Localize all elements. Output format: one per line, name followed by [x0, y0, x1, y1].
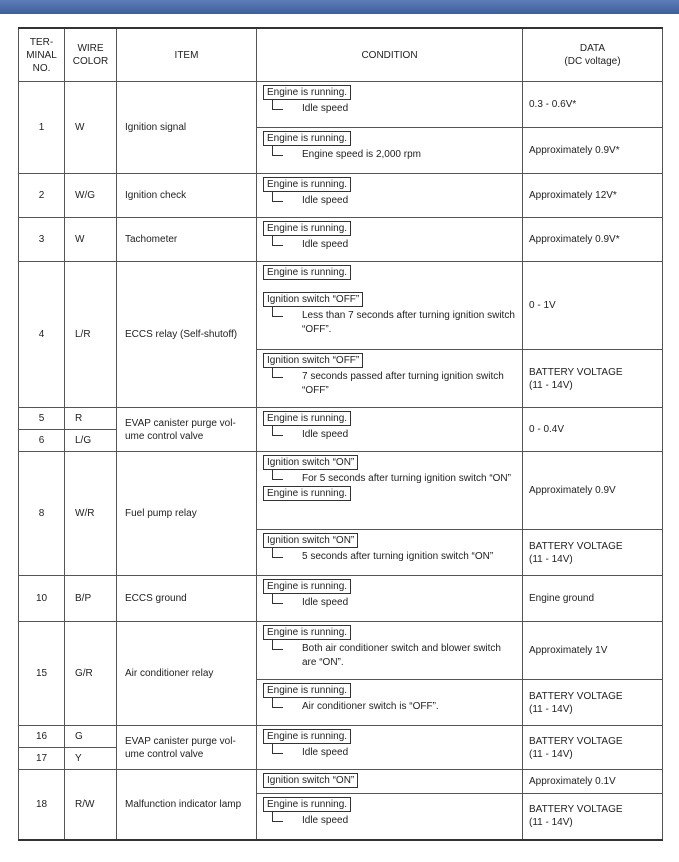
condition-sub: Idle speed [272, 814, 518, 828]
condition-box: Engine is running. [263, 729, 351, 744]
item-name: EVAP canister purge vol- ume control valve [117, 726, 257, 770]
wire-color: W/R [65, 452, 117, 576]
condition-cell [257, 174, 523, 218]
data-value: Approximately 1V [523, 622, 663, 680]
wire-color: G [65, 726, 117, 748]
condition-cell [257, 726, 523, 770]
condition-cell [257, 622, 523, 680]
condition-sub: Idle speed [272, 596, 518, 610]
table-row [19, 408, 663, 430]
condition-box: Engine is running. [263, 486, 351, 501]
condition-box: Ignition switch “ON” [263, 455, 358, 470]
table-row [19, 622, 663, 680]
wire-color: R/W [65, 770, 117, 840]
item-name: ECCS ground [117, 576, 257, 622]
header-data: DATA (DC voltage) [523, 28, 663, 82]
data-value: 0 - 0.4V [523, 408, 663, 452]
condition-box: Engine is running. [263, 625, 351, 640]
condition-box: Engine is running. [263, 579, 351, 594]
condition-sub: Idle speed [272, 238, 518, 252]
condition-sub: Idle speed [272, 194, 518, 208]
data-value: BATTERY VOLTAGE (11 - 14V) [523, 680, 663, 726]
table-row [19, 174, 663, 218]
table-header-row [19, 28, 663, 82]
wire-color: R [65, 408, 117, 430]
terminal-number: 2 [19, 174, 65, 218]
item-name: Tachometer [117, 218, 257, 262]
terminal-number: 8 [19, 452, 65, 576]
condition-box: Engine is running. [263, 265, 351, 280]
condition-cell [257, 82, 523, 128]
condition-cell [257, 680, 523, 726]
item-name: Fuel pump relay [117, 452, 257, 576]
header-item: ITEM [117, 28, 257, 82]
condition-box: Ignition switch “ON” [263, 773, 358, 788]
condition-sub: Idle speed [272, 428, 518, 442]
condition-box: Engine is running. [263, 131, 351, 146]
condition-sub: For 5 seconds after turning ignition switch “ON” [272, 472, 518, 486]
table-row [19, 452, 663, 530]
terminal-data-table [18, 27, 663, 841]
terminal-number: 16 [19, 726, 65, 748]
wire-color: B/P [65, 576, 117, 622]
header-condition: CONDITION [257, 28, 523, 82]
wire-color: W [65, 82, 117, 174]
condition-box: Ignition switch “OFF” [263, 292, 363, 307]
data-value: BATTERY VOLTAGE (11 - 14V) [523, 530, 663, 576]
condition-box: Engine is running. [263, 797, 351, 812]
wire-color: G/R [65, 622, 117, 726]
wire-color: W [65, 218, 117, 262]
condition-sub: Idle speed [272, 746, 518, 760]
terminal-number: 3 [19, 218, 65, 262]
condition-sub: Air conditioner switch is “OFF”. [272, 700, 518, 714]
top-header-bar [0, 0, 679, 14]
condition-sub: Less than 7 seconds after turning ignition switch “OFF”. [272, 309, 518, 337]
item-name: Ignition signal [117, 82, 257, 174]
wire-color: L/G [65, 430, 117, 452]
condition-cell [257, 408, 523, 452]
condition-cell [257, 128, 523, 174]
condition-box: Engine is running. [263, 177, 351, 192]
item-name: Air conditioner relay [117, 622, 257, 726]
header-terminal-no: TER- MINAL NO. [19, 28, 65, 82]
data-value: 0 - 1V [523, 262, 663, 350]
condition-sub: 5 seconds after turning ignition switch “ON” [272, 550, 518, 564]
table-row [19, 262, 663, 350]
table-row [19, 770, 663, 794]
data-value: Approximately 0.9V [523, 452, 663, 530]
table-row [19, 576, 663, 622]
terminal-number: 15 [19, 622, 65, 726]
condition-cell [257, 452, 523, 530]
condition-box: Ignition switch “ON” [263, 533, 358, 548]
data-value: BATTERY VOLTAGE (11 - 14V) [523, 350, 663, 408]
item-name: Malfunction indicator lamp [117, 770, 257, 840]
terminal-number: 5 [19, 408, 65, 430]
data-value: Engine ground [523, 576, 663, 622]
data-value: Approximately 0.9V* [523, 218, 663, 262]
wire-color: W/G [65, 174, 117, 218]
table-row [19, 218, 663, 262]
terminal-number: 1 [19, 82, 65, 174]
condition-cell [257, 262, 523, 350]
data-value: BATTERY VOLTAGE (11 - 14V) [523, 726, 663, 770]
condition-box: Engine is running. [263, 221, 351, 236]
wire-color: L/R [65, 262, 117, 408]
terminal-number: 17 [19, 748, 65, 770]
condition-cell [257, 530, 523, 576]
condition-box: Ignition switch “OFF” [263, 353, 363, 368]
data-value: Approximately 0.9V* [523, 128, 663, 174]
condition-cell [257, 770, 523, 794]
wire-color: Y [65, 748, 117, 770]
item-name: Ignition check [117, 174, 257, 218]
header-wire-color: WIRE COLOR [65, 28, 117, 82]
condition-cell [257, 218, 523, 262]
condition-cell [257, 350, 523, 408]
terminal-number: 10 [19, 576, 65, 622]
condition-sub: Engine speed is 2,000 rpm [272, 148, 518, 162]
data-value: Approximately 0.1V [523, 770, 663, 794]
condition-cell [257, 794, 523, 840]
data-value: BATTERY VOLTAGE (11 - 14V) [523, 794, 663, 840]
condition-box: Engine is running. [263, 683, 351, 698]
condition-sub: 7 seconds passed after turning ignition switch “OFF” [272, 370, 518, 398]
table-row [19, 726, 663, 748]
item-name: ECCS relay (Self-shutoff) [117, 262, 257, 408]
data-value: Approximately 12V* [523, 174, 663, 218]
terminal-number: 18 [19, 770, 65, 840]
table-row [19, 82, 663, 128]
condition-cell [257, 576, 523, 622]
condition-box: Engine is running. [263, 85, 351, 100]
condition-sub: Both air conditioner switch and blower switch are “ON”. [272, 642, 518, 670]
condition-sub: Idle speed [272, 102, 518, 116]
data-value: 0.3 - 0.6V* [523, 82, 663, 128]
item-name: EVAP canister purge vol- ume control valve [117, 408, 257, 452]
condition-box: Engine is running. [263, 411, 351, 426]
terminal-number: 4 [19, 262, 65, 408]
terminal-number: 6 [19, 430, 65, 452]
